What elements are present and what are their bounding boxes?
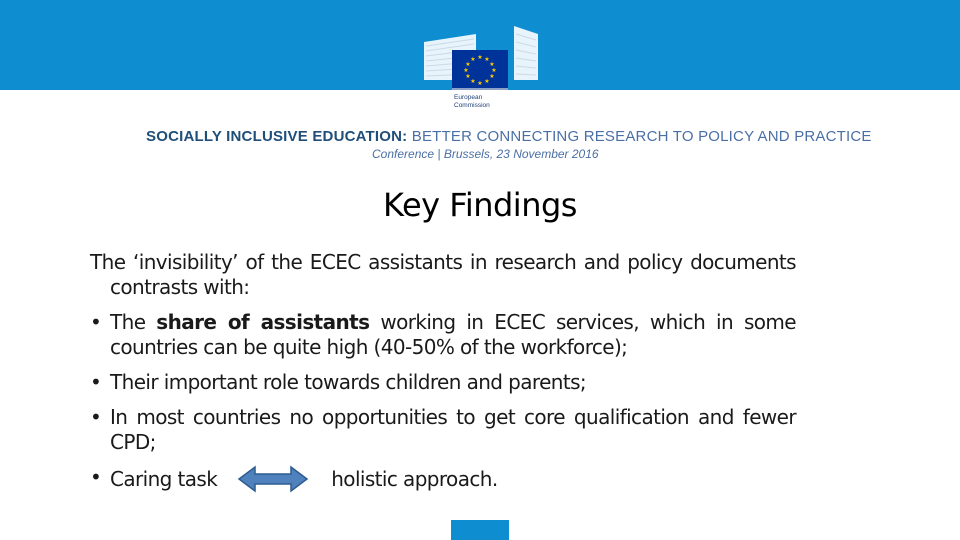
bullet-4-left: • Caring task: [110, 466, 218, 491]
svg-text:★: ★: [477, 54, 483, 61]
svg-text:★: ★: [463, 67, 469, 74]
intro-paragraph: The ‘invisibility’ of the ECEC assistants in research and policy documents contrasts with:: [90, 250, 796, 299]
bottom-tab-decoration: [451, 520, 509, 540]
logo-line-european: European: [454, 94, 483, 101]
caring-row: [110, 465, 796, 493]
logo-caption: [454, 94, 514, 110]
svg-text:★: ★: [491, 67, 497, 74]
bullet-1-pre: The: [110, 310, 157, 334]
logo-line-commission: Commission: [454, 102, 490, 109]
svg-text:★: ★: [465, 73, 471, 80]
conference-title-rest: BETTER CONNECTING RESEARCH TO POLICY AND PRACTICE: [407, 128, 872, 145]
conference-subtitle: Conference | Brussels, 23 November 2016: [372, 147, 599, 161]
list-item: [90, 310, 796, 360]
svg-text:★: ★: [489, 61, 495, 68]
svg-text:★: ★: [477, 80, 483, 87]
list-item: [90, 465, 796, 493]
list-item: • In most countries no opportunities to get core qualification and fewer CPD;: [90, 405, 796, 455]
findings-list: [90, 310, 796, 493]
svg-text:★: ★: [484, 78, 490, 85]
svg-text:★: ★: [484, 56, 490, 63]
bullet-1-bold: share of assistants: [156, 310, 370, 334]
bullet-1-post: working in ECEC services, which in some countries can be quite high (40-50% of the workforce);: [110, 310, 797, 359]
bullet-4-right: holistic approach.: [331, 466, 498, 491]
slide-body: [90, 250, 796, 493]
double-arrow-icon: [237, 465, 309, 493]
slide-title: Key Findings: [383, 186, 577, 224]
svg-text:★: ★: [489, 73, 495, 80]
conference-title: [146, 128, 926, 145]
svg-text:★: ★: [465, 61, 471, 68]
svg-text:★: ★: [470, 78, 476, 85]
list-item: • Their important role towards children and parents;: [90, 370, 796, 395]
svg-text:★: ★: [470, 56, 476, 63]
conference-title-bold: SOCIALLY INCLUSIVE EDUCATION:: [146, 128, 408, 145]
